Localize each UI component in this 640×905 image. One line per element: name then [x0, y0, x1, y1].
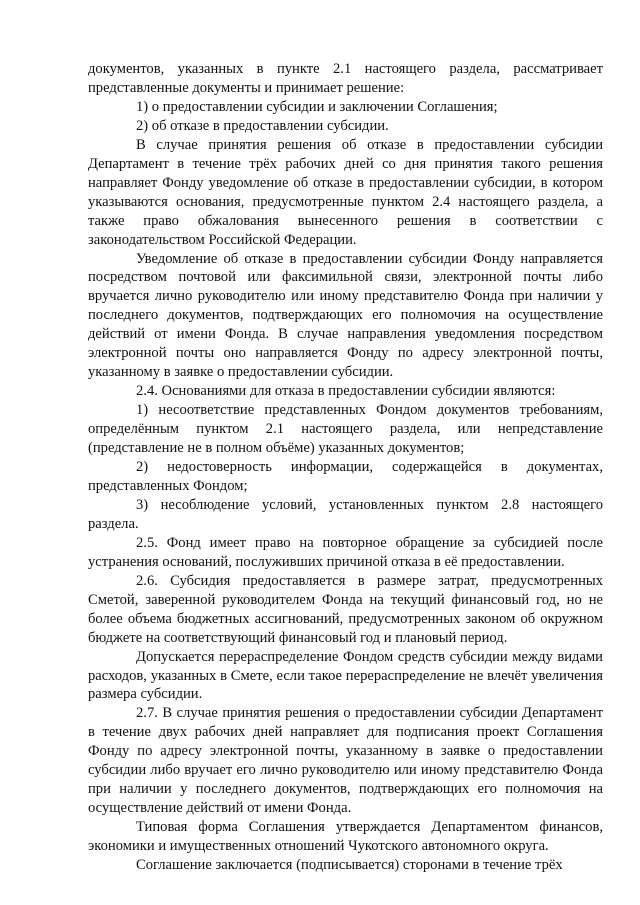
paragraph-2-6-redistribution: Допускается перераспределение Фондом средств субсидии между видами расходов, указанных в Смете, если такое перераспределение не влечёт увеличения размера субсидии.	[88, 648, 603, 703]
paragraph-refusal-decision: В случае принятия решения об отказе в предоставлении субсидии Департамент в течение трёх рабочих дней со дня принятия такого решения направляет Фонду уведомление об отказе в предоставлении субсидии, в котором указываются основания, предусмотренные пунктом 2.4 настоящего раздела, а также право обжалования вынесенного решения в соответствии с законодательством Российской Федерации.	[88, 136, 603, 248]
paragraph-2-7: 2.7. В случае принятия решения о предоставлении субсидии Департамент в течение двух рабочих дней направляет для подписания проект Соглашения Фонду по адресу электронной почты, указанному в заявке о предоставлении субсидии либо вручает его лично руководителю или иному представителю Фонда при наличии у последнего документов, подтверждающих его полномочия на осуществление действий от имени Фонда.	[88, 705, 603, 817]
paragraph-2-7-signing: Соглашение заключается (подписывается) сторонами в течение трёх	[136, 857, 563, 874]
paragraph-2-6: 2.6. Субсидия предоставляется в размере затрат, предусмотренных Сметой, заверенной руководителем Фонда на текущий финансовый год, но не более объема бюджетных ассигнований, предусмотренных законом об окружном бюджете на соответствующий финансовый год и плановый период.	[88, 572, 603, 646]
paragraph-2-5: 2.5. Фонд имеет право на повторное обращение за субсидией после устранения оснований, послуживших причиной отказа в её предоставлении.	[88, 534, 603, 570]
paragraph-refusal-notice: Уведомление об отказе в предоставлении субсидии Фонду направляется посредством почтовой или факсимильной связи, электронной почты либо вручается лично руководителю или иному представителю Фонда при наличии у последнего документов, подтверждающих его полномочия на осуществление действий от имени Фонда. В случае направления уведомления посредством электронной почты оно направляется Фонду по адресу электронной почты, указанному в заявке о предоставлении субсидии.	[88, 250, 603, 381]
paragraph-2-7-form: Типовая форма Соглашения утверждается Департаментом финансов, экономики и имущественных отношений Чукотского автономного округа.	[88, 819, 603, 855]
paragraph-continuation: документов, указанных в пункте 2.1 настоящего раздела, рассматривает представленные документы и принимает решение:	[88, 61, 603, 96]
paragraph-2-4: 2.4. Основаниями для отказа в предоставлении субсидии являются:	[136, 383, 556, 400]
paragraph-2-4-item-2: 2) недостоверность информации, содержащейся в документах, представленных Фондом;	[88, 459, 603, 494]
paragraph-option-2: 2) об отказе в предоставлении субсидии.	[136, 117, 389, 134]
paragraph-option-1: 1) о предоставлении субсидии и заключении Соглашения;	[136, 98, 498, 115]
paragraph-2-4-item-3: 3) несоблюдение условий, установленных пунктом 2.8 настоящего раздела.	[88, 496, 603, 532]
document-page	[88, 60, 603, 875]
paragraph-2-4-item-1: 1) несоответствие представленных Фондом документов требованиям, определённым пунктом 2.1 настоящего раздела, или непредставление (представление не в полном объёме) указанных документов;	[88, 402, 603, 457]
